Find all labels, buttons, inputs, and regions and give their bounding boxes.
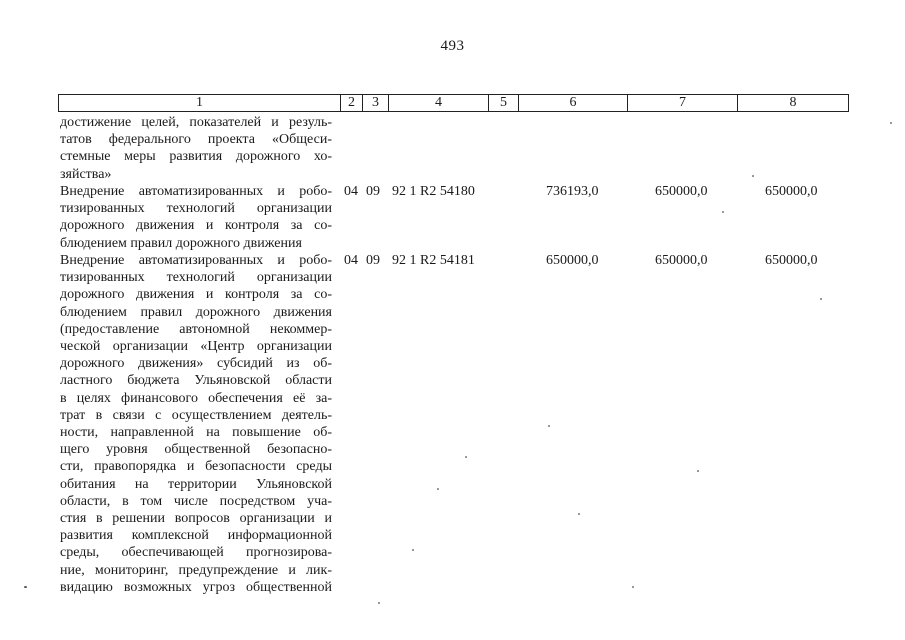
header-col-3: 3: [363, 95, 389, 112]
target-article-code: 92 1 R2 54180: [392, 184, 475, 199]
description-line: Внедрение автоматизированных и робо-: [60, 253, 332, 268]
scan-speck: [752, 175, 754, 177]
description-line: в целях финансового обеспечения её за-: [60, 390, 332, 406]
amount-col-8: 650000,0: [765, 184, 818, 199]
target-article-code: 92 1 R2 54181: [392, 253, 475, 268]
scan-speck: [578, 513, 580, 515]
header-col-8: 8: [738, 95, 849, 112]
description-line: развития комплексной информационной: [60, 528, 332, 544]
table-header: [58, 94, 849, 112]
description-line: среды, обеспечивающей прогнозирова-: [60, 545, 332, 561]
header-col-2: 2: [341, 95, 363, 112]
description-line: дорожного движения и контроля за со-: [60, 218, 332, 234]
scan-speck: [548, 425, 550, 427]
description-line: стемные меры развития дорожного хо-: [60, 149, 332, 165]
scan-speck: [378, 602, 380, 604]
header-col-4: 4: [389, 95, 489, 112]
amount-col-7: 650000,0: [655, 184, 708, 199]
header-col-7: 7: [628, 95, 738, 112]
row-description: [60, 114, 332, 183]
scan-speck: [890, 122, 892, 124]
section-code: 04: [344, 184, 358, 199]
description-line: обитания на территории Ульяновской: [60, 476, 332, 492]
description-line: дорожного движения» субсидий из об-: [60, 356, 332, 372]
scan-speck: [437, 488, 439, 490]
row-description: [60, 183, 332, 252]
description-line: тизированных технологий организации: [60, 201, 332, 217]
scan-speck: [820, 298, 822, 300]
description-line: ластного бюджета Ульяновской области: [60, 373, 332, 389]
amount-col-6: 650000,0: [546, 253, 599, 268]
description-line: тизированных технологий организации: [60, 270, 332, 286]
scan-speck: [24, 586, 27, 588]
amount-col-8: 650000,0: [765, 253, 818, 268]
page-number: 493: [440, 38, 465, 54]
description-line: области, в том числе посредством уча-: [60, 493, 332, 509]
description-line: татов федерального проекта «Общеси-: [60, 132, 332, 148]
scan-speck: [697, 470, 699, 472]
scan-speck: [412, 549, 414, 551]
description-line: ние, мониторинг, предупреждение и лик-: [60, 562, 332, 578]
amount-col-7: 650000,0: [655, 253, 708, 268]
scan-speck: [465, 456, 467, 458]
description-line: (предоставление автономной некоммер-: [60, 321, 332, 337]
amount-col-6: 736193,0: [546, 184, 599, 199]
scan-speck: [632, 586, 634, 588]
description-line: стия в решении вопросов организации и: [60, 511, 332, 527]
description-line: ческой организации «Центр организации: [60, 339, 332, 355]
description-line: трат в связи с осуществлением деятель-: [60, 407, 332, 423]
subsection-code: 09: [366, 253, 380, 268]
description-line: дорожного движения и контроля за со-: [60, 287, 332, 303]
description-line: сти, правопорядка и безопасности среды: [60, 459, 332, 475]
header-col-6: 6: [519, 95, 628, 112]
subsection-code: 09: [366, 184, 380, 199]
description-line: зяйства»: [60, 166, 112, 182]
description-line: достижение целей, показателей и резуль-: [60, 115, 332, 130]
description-line: Внедрение автоматизированных и робо-: [60, 184, 332, 199]
description-line: блюдением правил дорожного движения: [60, 235, 302, 251]
description-line: видацию возможных угроз общественной: [60, 579, 332, 595]
description-line: ности, направленной на повышение об-: [60, 425, 332, 441]
scan-speck: [722, 211, 724, 213]
section-code: 04: [344, 253, 358, 268]
header-col-1: 1: [59, 95, 341, 112]
description-line: щего уровня общественной безопасно-: [60, 442, 332, 458]
header-col-5: 5: [489, 95, 519, 112]
description-line: блюдением правил дорожного движения: [60, 304, 332, 320]
row-description: [60, 252, 332, 596]
